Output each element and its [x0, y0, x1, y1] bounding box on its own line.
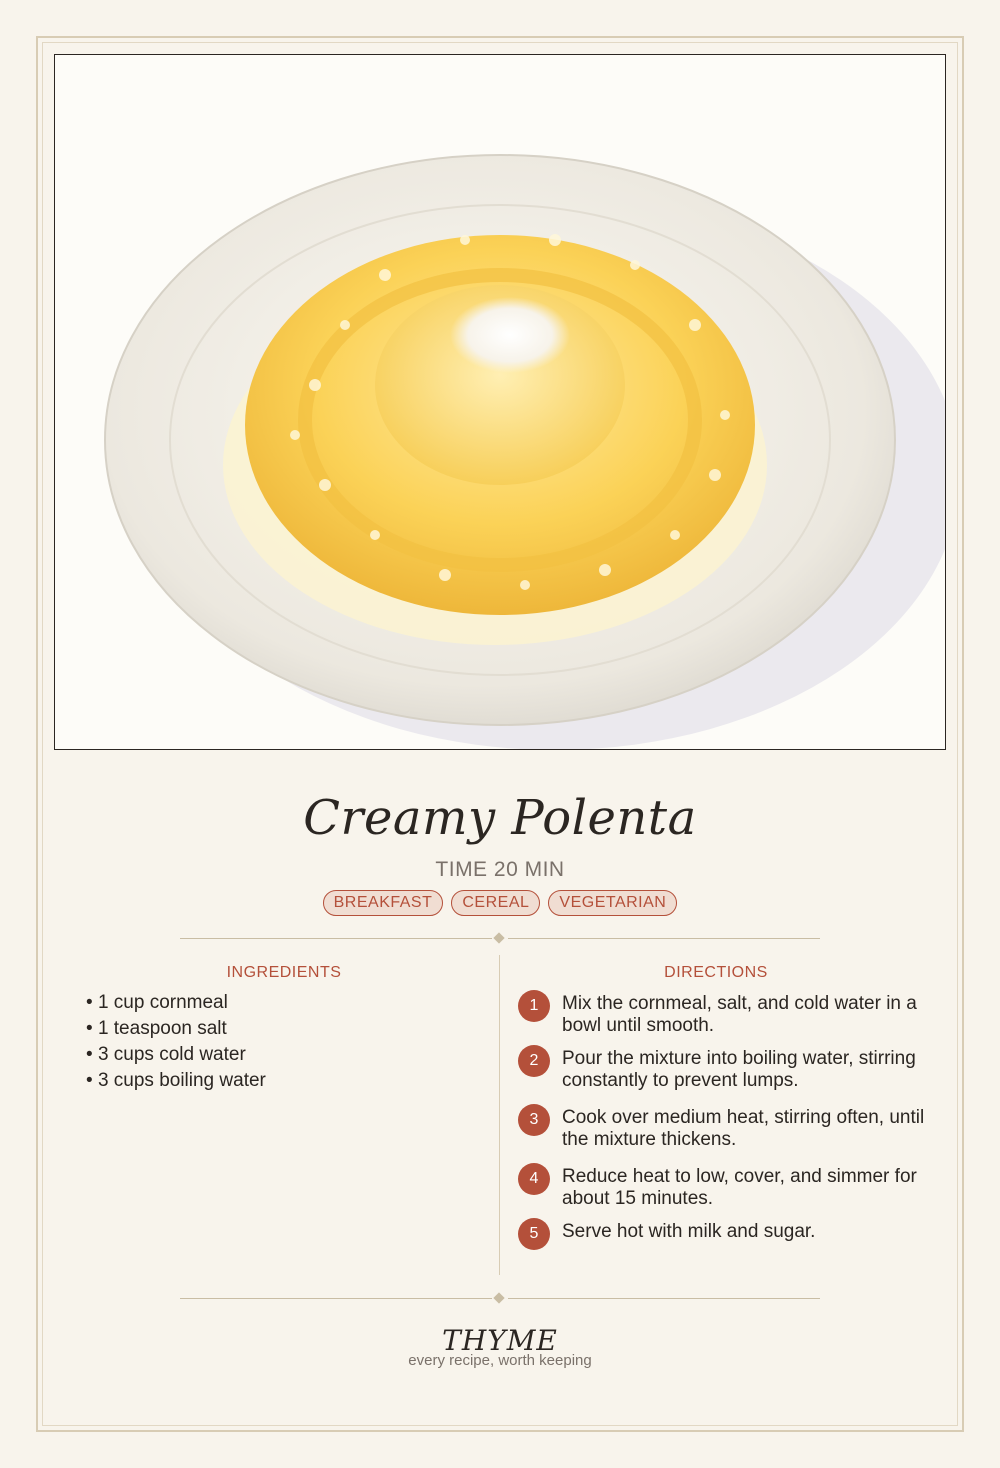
step-number: 4: [518, 1163, 550, 1195]
step-number: 1: [518, 990, 550, 1022]
divider-line: [180, 938, 492, 939]
divider-line: [508, 1298, 820, 1299]
divider-line: [180, 1298, 492, 1299]
step-number: 5: [518, 1218, 550, 1250]
step-text: Serve hot with milk and sugar.: [562, 1221, 816, 1242]
divider-line: [508, 938, 820, 939]
step-text: Mix the cornmeal, salt, and cold water in a bowl until smooth.: [562, 993, 917, 1036]
diamond-ornament-icon: [493, 1292, 504, 1303]
divider-top: [180, 933, 820, 945]
step-number: 2: [518, 1045, 550, 1077]
step-text: Reduce heat to low, cover, and simmer for about 15 minutes.: [562, 1166, 917, 1209]
cook-time: TIME 20 MIN: [435, 858, 565, 881]
ingredient-item: • 3 cups boiling water: [86, 1068, 266, 1094]
tag-cereal[interactable]: CEREAL: [451, 890, 540, 916]
step-text: Cook over medium heat, stirring often, until the mixture thickens.: [562, 1107, 925, 1150]
directions-heading: DIRECTIONS: [664, 964, 768, 981]
tag-list: [0, 890, 1000, 916]
ingredient-item: • 3 cups cold water: [86, 1042, 266, 1068]
ingredients-list: [86, 990, 266, 1094]
tag-vegetarian[interactable]: VEGETARIAN: [548, 890, 677, 916]
brand-tagline: every recipe, worth keeping: [408, 1352, 592, 1369]
ingredient-item: • 1 teaspoon salt: [86, 1016, 266, 1042]
tag-breakfast[interactable]: BREAKFAST: [323, 890, 444, 916]
recipe-photo: [54, 54, 946, 750]
divider-bottom: [180, 1293, 820, 1305]
step-number: 3: [518, 1104, 550, 1136]
ingredients-heading: INGREDIENTS: [226, 964, 342, 981]
recipe-title: Creamy Polenta: [303, 790, 697, 846]
diamond-ornament-icon: [493, 932, 504, 943]
step-text: Pour the mixture into boiling water, stirring constantly to prevent lumps.: [562, 1048, 916, 1091]
brand-logo: THYME: [442, 1324, 558, 1357]
ingredient-item: • 1 cup cornmeal: [86, 990, 266, 1016]
column-divider: [499, 955, 500, 1275]
polenta-plate-illustration: [55, 55, 945, 749]
